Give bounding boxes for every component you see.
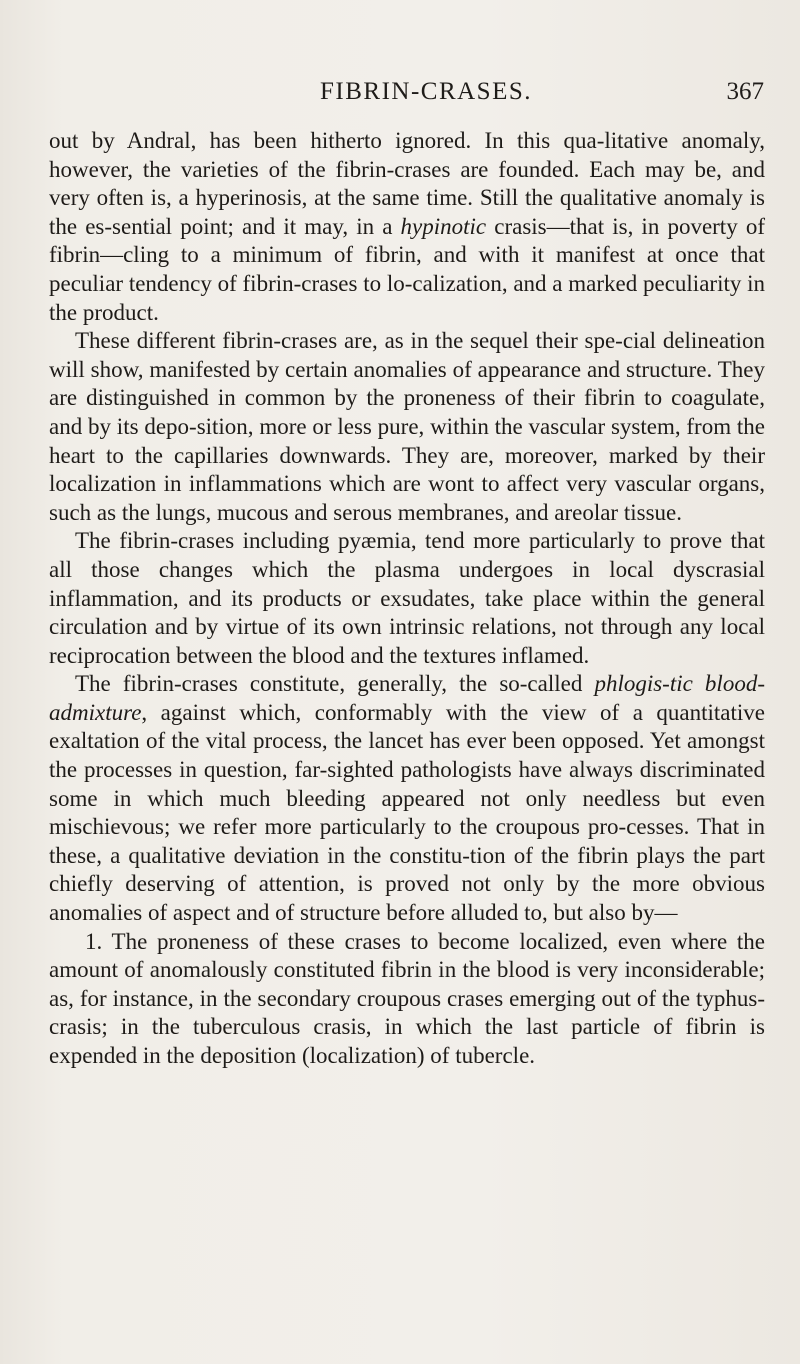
paragraph-2-text: These different fibrin-crases are, as in the sequel their spe-cial delineation will show, manifested by certain anomalies of appearance and structure. They are distinguished in common by the proneness of their fibrin to coagulate, and by its depo-sition, more or less pure, within the vascular system, from the heart to the capillaries downwards. They are, moreover, marked by their localization in inflammations which are wont to affect very vascular organs, such as the lungs, mucous and serous membranes, and areolar tissue. (49, 328, 765, 525)
paragraph-1-italic-term: hypinotic (400, 213, 487, 239)
paragraph-1-text-b: crasis—that is, in poverty of fibrin—cling to a minimum of fibrin, and with it manifest at once that peculiar tendency of fibrin-crases to lo-calization, and a marked peculiarity in the product. (49, 213, 765, 325)
page-number: 367 (726, 78, 764, 105)
paragraph-4-text-b: , against which, conformably with the view of a quantitative exaltation of the vital process, the lancet has ever been opposed. Yet amongst the processes in question, far-sighted pathologists have always discriminated some in which much bleeding appeared not only needless but even mischievous; we refer more particularly to the croupous pro-cesses. That in these, a qualitative deviation in the constitu-tion of the fibrin plays the part chiefly deserving of attention, is proved not only by the more obvious anomalies of aspect and of structure before alluded to, but also by— (49, 699, 765, 926)
running-title: FIBRIN-CRASES. (320, 78, 533, 105)
paragraph-4-italic-term: phlogis-tic blood-admixture (49, 671, 765, 725)
paragraph-2 (49, 327, 765, 527)
paragraph-1-text-a: out by Andral, has been hitherto ignored. In this qua-litative anomaly, however, the varieties of the fibrin-crases are founded. Each may be, and very often is, a hyperinosis, at the same time. Still the qualitative anomaly is the es-sential point; and it may, in a (49, 128, 765, 239)
page-header (50, 78, 764, 108)
paragraph-1 (49, 127, 765, 327)
paragraph-4 (49, 670, 765, 927)
paragraph-5-text: 1. The proneness of these crases to become localized, even where the amount of anomalously constituted fibrin in the blood is very inconsiderable; as, for instance, in the secondary croupous crases emerging out of the typhus-crasis; in the tuberculous crasis, in which the last particle of fibrin is expended in the deposition (localization) of tubercle. (49, 928, 765, 1068)
paragraph-4-text-a: The fibrin-crases constitute, generally, the so-called (75, 671, 595, 697)
body-text (49, 127, 765, 1071)
paragraph-3 (49, 527, 765, 670)
paragraph-3-text: The fibrin-crases including pyæmia, tend more particularly to prove that all those changes which the plasma undergoes in local dyscrasial inflammation, and its products or exsudates, take place within the general circulation and by virtue of its own intrinsic relations, not through any local reciprocation between the blood and the textures inflamed. (49, 528, 765, 668)
paragraph-5 (49, 928, 765, 1071)
